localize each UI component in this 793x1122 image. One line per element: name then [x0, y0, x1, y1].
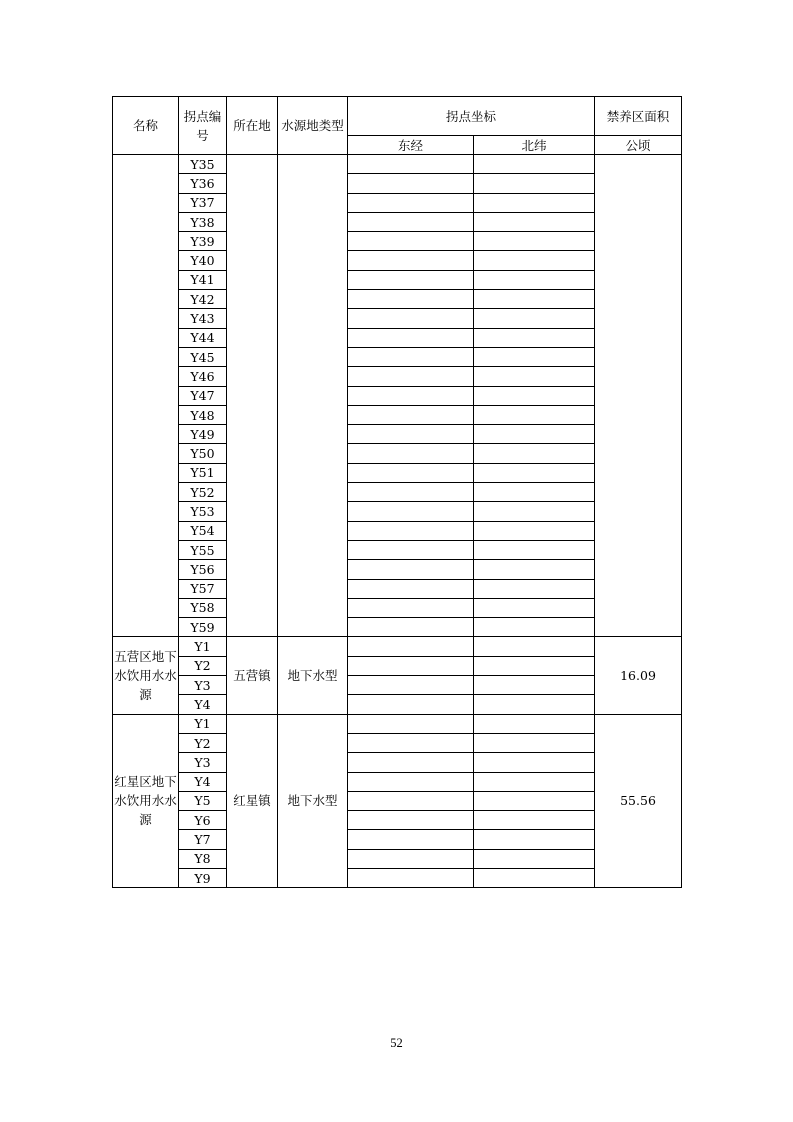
north-latitude-cell: [474, 251, 595, 270]
header-location: 所在地: [227, 97, 278, 155]
east-longitude-cell: [348, 290, 474, 309]
east-longitude-cell: [348, 772, 474, 791]
source-type-cell: 地下水型: [278, 637, 348, 714]
east-longitude-cell: [348, 540, 474, 559]
north-latitude-cell: [474, 753, 595, 772]
point-id-cell: Y57: [179, 579, 227, 598]
north-latitude-cell: [474, 405, 595, 424]
forbidden-area-coordinates-table: [112, 96, 682, 888]
north-latitude-cell: [474, 232, 595, 251]
group-name-cell: 五营区地下水饮用水水源: [113, 637, 179, 714]
north-latitude-cell: [474, 598, 595, 617]
north-latitude-cell: [474, 309, 595, 328]
north-latitude-cell: [474, 212, 595, 231]
point-id-cell: Y37: [179, 193, 227, 212]
north-latitude-cell: [474, 521, 595, 540]
north-latitude-cell: [474, 637, 595, 656]
point-id-cell: Y42: [179, 290, 227, 309]
north-latitude-cell: [474, 444, 595, 463]
east-longitude-cell: [348, 656, 474, 675]
north-latitude-cell: [474, 367, 595, 386]
north-latitude-cell: [474, 560, 595, 579]
north-latitude-cell: [474, 811, 595, 830]
north-latitude-cell: [474, 270, 595, 289]
east-longitude-cell: [348, 598, 474, 617]
north-latitude-cell: [474, 830, 595, 849]
header-east-longitude: 东经: [348, 136, 474, 155]
point-id-cell: Y55: [179, 540, 227, 559]
east-longitude-cell: [348, 270, 474, 289]
point-id-cell: Y5: [179, 791, 227, 810]
north-latitude-cell: [474, 618, 595, 637]
point-id-cell: Y52: [179, 483, 227, 502]
point-id-cell: Y56: [179, 560, 227, 579]
north-latitude-cell: [474, 772, 595, 791]
east-longitude-cell: [348, 579, 474, 598]
point-id-cell: Y50: [179, 444, 227, 463]
east-longitude-cell: [348, 425, 474, 444]
point-id-cell: Y3: [179, 676, 227, 695]
east-longitude-cell: [348, 483, 474, 502]
header-north-latitude: 北纬: [474, 136, 595, 155]
east-longitude-cell: [348, 251, 474, 270]
header-coordinates: 拐点坐标: [348, 97, 595, 136]
page-number: 52: [390, 1036, 403, 1050]
north-latitude-cell: [474, 695, 595, 714]
point-id-cell: Y6: [179, 811, 227, 830]
point-id-cell: Y35: [179, 155, 227, 174]
point-id-cell: Y46: [179, 367, 227, 386]
point-id-cell: Y47: [179, 386, 227, 405]
header-area-unit: 公顷: [595, 136, 682, 155]
point-id-cell: Y48: [179, 405, 227, 424]
north-latitude-cell: [474, 174, 595, 193]
point-id-cell: Y58: [179, 598, 227, 617]
point-id-cell: Y59: [179, 618, 227, 637]
east-longitude-cell: [348, 328, 474, 347]
east-longitude-cell: [348, 386, 474, 405]
header-area: 禁养区面积: [595, 97, 682, 136]
source-type-cell: [278, 155, 348, 637]
north-latitude-cell: [474, 579, 595, 598]
group-name-cell: 红星区地下水饮用水水源: [113, 714, 179, 888]
east-longitude-cell: [348, 560, 474, 579]
point-id-cell: Y1: [179, 714, 227, 733]
north-latitude-cell: [474, 540, 595, 559]
point-id-cell: Y40: [179, 251, 227, 270]
north-latitude-cell: [474, 463, 595, 482]
point-id-cell: Y9: [179, 868, 227, 887]
east-longitude-cell: [348, 733, 474, 752]
east-longitude-cell: [348, 618, 474, 637]
east-longitude-cell: [348, 695, 474, 714]
east-longitude-cell: [348, 849, 474, 868]
header-source-type: 水源地类型: [278, 97, 348, 155]
group-name-cell: [113, 155, 179, 637]
point-id-cell: Y4: [179, 772, 227, 791]
east-longitude-cell: [348, 868, 474, 887]
east-longitude-cell: [348, 193, 474, 212]
area-cell: 16.09: [595, 637, 682, 714]
east-longitude-cell: [348, 155, 474, 174]
north-latitude-cell: [474, 425, 595, 444]
east-longitude-cell: [348, 830, 474, 849]
point-id-cell: Y4: [179, 695, 227, 714]
east-longitude-cell: [348, 502, 474, 521]
area-cell: [595, 155, 682, 637]
east-longitude-cell: [348, 212, 474, 231]
north-latitude-cell: [474, 155, 595, 174]
east-longitude-cell: [348, 347, 474, 366]
point-id-cell: Y2: [179, 656, 227, 675]
east-longitude-cell: [348, 676, 474, 695]
point-id-cell: Y8: [179, 849, 227, 868]
north-latitude-cell: [474, 347, 595, 366]
north-latitude-cell: [474, 483, 595, 502]
area-cell: 55.56: [595, 714, 682, 888]
point-id-cell: Y44: [179, 328, 227, 347]
table-row: [113, 155, 682, 174]
point-id-cell: Y1: [179, 637, 227, 656]
source-type-cell: 地下水型: [278, 714, 348, 888]
east-longitude-cell: [348, 463, 474, 482]
east-longitude-cell: [348, 791, 474, 810]
point-id-cell: Y36: [179, 174, 227, 193]
point-id-cell: Y38: [179, 212, 227, 231]
point-id-cell: Y39: [179, 232, 227, 251]
point-id-cell: Y43: [179, 309, 227, 328]
north-latitude-cell: [474, 656, 595, 675]
table-row: [113, 714, 682, 733]
east-longitude-cell: [348, 367, 474, 386]
north-latitude-cell: [474, 714, 595, 733]
east-longitude-cell: [348, 753, 474, 772]
location-cell: 五营镇: [227, 637, 278, 714]
point-id-cell: Y2: [179, 733, 227, 752]
east-longitude-cell: [348, 811, 474, 830]
point-id-cell: Y49: [179, 425, 227, 444]
location-cell: 红星镇: [227, 714, 278, 888]
north-latitude-cell: [474, 193, 595, 212]
east-longitude-cell: [348, 444, 474, 463]
east-longitude-cell: [348, 309, 474, 328]
east-longitude-cell: [348, 405, 474, 424]
north-latitude-cell: [474, 502, 595, 521]
location-cell: [227, 155, 278, 637]
north-latitude-cell: [474, 290, 595, 309]
point-id-cell: Y7: [179, 830, 227, 849]
header-name: 名称: [113, 97, 179, 155]
point-id-cell: Y3: [179, 753, 227, 772]
header-point-id: 拐点编号: [179, 97, 227, 155]
north-latitude-cell: [474, 868, 595, 887]
north-latitude-cell: [474, 386, 595, 405]
east-longitude-cell: [348, 232, 474, 251]
point-id-cell: Y41: [179, 270, 227, 289]
north-latitude-cell: [474, 791, 595, 810]
point-id-cell: Y54: [179, 521, 227, 540]
point-id-cell: Y53: [179, 502, 227, 521]
point-id-cell: Y51: [179, 463, 227, 482]
north-latitude-cell: [474, 676, 595, 695]
east-longitude-cell: [348, 714, 474, 733]
east-longitude-cell: [348, 637, 474, 656]
north-latitude-cell: [474, 328, 595, 347]
north-latitude-cell: [474, 733, 595, 752]
north-latitude-cell: [474, 849, 595, 868]
east-longitude-cell: [348, 174, 474, 193]
table-row: [113, 637, 682, 656]
east-longitude-cell: [348, 521, 474, 540]
point-id-cell: Y45: [179, 347, 227, 366]
